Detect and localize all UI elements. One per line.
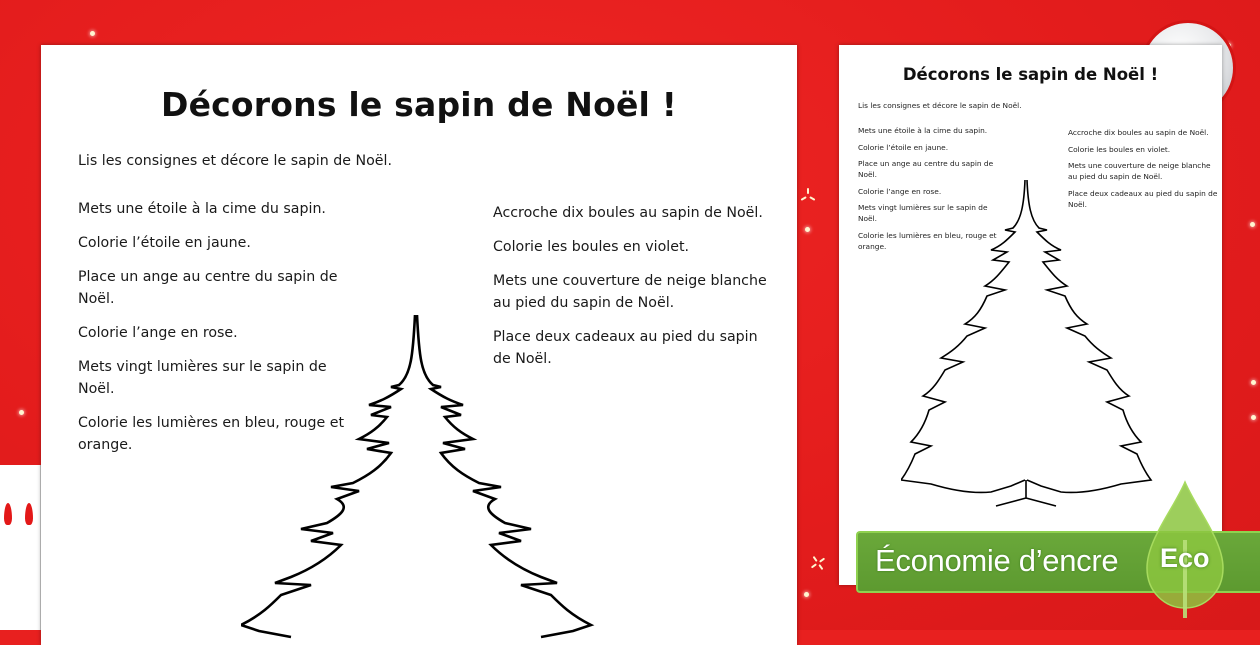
preview-intro: Lis les consignes et décore le sapin de Noël. xyxy=(858,101,1022,110)
preview-instruction-item: Colorie l’étoile en jaune. xyxy=(858,142,949,152)
worksheet-main xyxy=(41,45,797,645)
instruction-item: Place un ange au centre du sapin de Noël. xyxy=(78,269,338,307)
preview-instruction-item: Mets une couverture de neige blanche au pied du sapin de Noël. xyxy=(1068,161,1211,181)
instruction-item: Mets une couverture de neige blanche au pied du sapin de Noël. xyxy=(493,273,767,311)
eco-leaf-text: Eco xyxy=(1160,543,1210,573)
christmas-tree-preview-icon xyxy=(901,180,1161,520)
preview-instruction-item: Colorie les boules en violet. xyxy=(1068,144,1171,154)
snowflake-icon xyxy=(808,553,828,573)
snow-dot-icon xyxy=(805,227,810,232)
instruction-item: Colorie les lumières en bleu, rouge et orange. xyxy=(78,415,345,453)
christmas-tree-icon xyxy=(241,315,601,645)
preview-instruction-item: Colorie l’ange en rose. xyxy=(858,186,942,196)
instruction-item: Mets vingt lumières sur le sapin de Noël. xyxy=(78,359,327,397)
partial-sheet-edge xyxy=(0,465,42,630)
ink-saving-label: Économie d’encre xyxy=(875,543,1119,578)
preview-instruction-item: Mets vingt lumières sur le sapin de Noël. xyxy=(858,203,988,223)
instruction-item: Place deux cadeaux au pied du sapin de Noël. xyxy=(493,329,758,367)
snow-dot-icon xyxy=(90,31,95,36)
preview-instruction-item: Colorie les lumières en bleu, rouge et orange. xyxy=(858,230,997,251)
instruction-item: Accroche dix boules au sapin de Noël. xyxy=(493,205,763,221)
preview-instruction-item: Place un ange au centre du sapin de Noël. xyxy=(858,159,994,179)
snow-dot-icon xyxy=(1251,380,1256,385)
instruction-item: Mets une étoile à la cime du sapin. xyxy=(78,201,326,217)
snow-dot-icon xyxy=(1250,222,1255,227)
snow-dot-icon xyxy=(19,410,24,415)
worksheet-intro: Lis les consignes et décore le sapin de Noël. xyxy=(78,153,392,169)
worksheet-title: Décorons le sapin de Noël ! xyxy=(161,85,677,124)
snow-dot-icon xyxy=(804,592,809,597)
snow-dot-icon xyxy=(1251,415,1256,420)
instruction-item: Colorie l’étoile en jaune. xyxy=(78,235,251,251)
preview-instruction-item: Mets une étoile à la cime du sapin. xyxy=(858,126,988,135)
preview-instruction-item: Place deux cadeaux au pied du sapin de Noël. xyxy=(1068,188,1218,209)
preview-instruction-item: Accroche dix boules au sapin de Noël. xyxy=(1068,128,1209,137)
instruction-item: Colorie les boules en violet. xyxy=(493,239,690,255)
instruction-item: Colorie l’ange en rose. xyxy=(78,325,238,341)
snowflake-icon xyxy=(798,186,818,206)
preview-title: Décorons le sapin de Noël ! xyxy=(902,65,1159,84)
